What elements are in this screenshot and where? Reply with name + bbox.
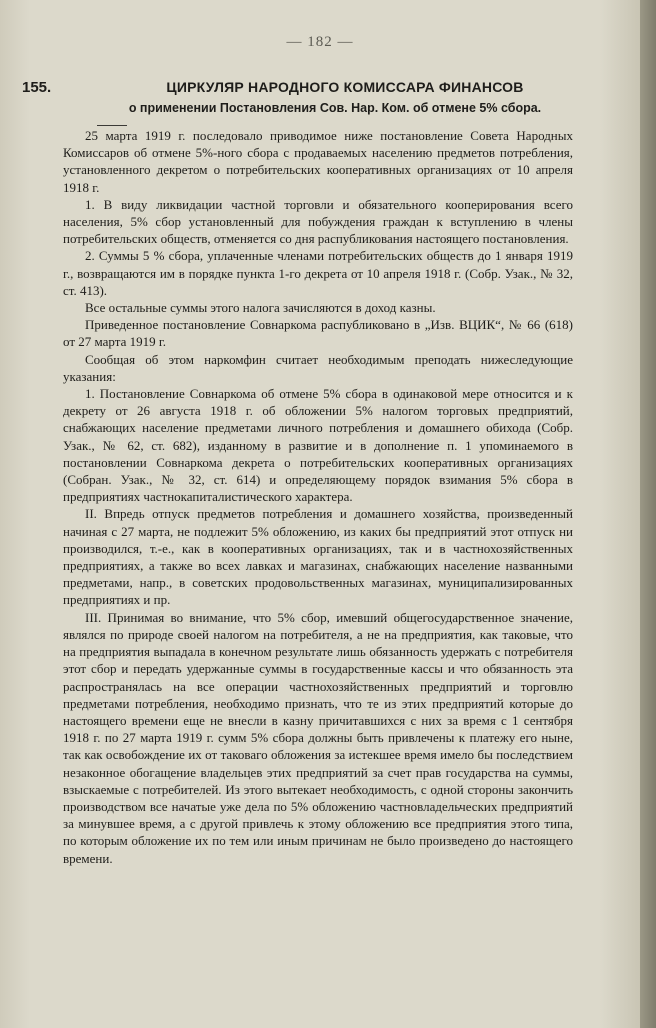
paragraph: III. Принимая во внимание, что 5% сбор, имевший общегосударственное значение, являлся по природе своей налогом на потребителя, а не на предприятия, как таковые, что на предприятия выпадала в конечном результате лишь обязанность удержать с потребителя этот сбор и передать удержанные суммы в государственные кассы и что обязанность эта распространялась на все операции частнохозяйственных предприятий и торговлю предметами потребления, необходимо признать, что те из этих предприятий которые до настоящего времени еще не внесли в казну причитавшихся с них за время с 1 сентября 1918 г. по 27 марта 1919 г. сумм 5% сбора должны быть привлечены к платежу его ныне, так как освобождение их от таковаго обложения за истекшее время имело бы последствием незаконное обогащение владельцев этих предприятий за счет прав государства на суммы, взыскаемые с потребителей. Из этого вытекает необходимость, с одной стороны закончить производством все начатые уже дела по 5% обложению частновладельческих предприятий за минувшее время, а с другой привлечь к этому обложению все предприятия этого типа, по которым обложение их по тем или иным причинам не было произведено до настоящего времени. — [63, 609, 573, 866]
document-body — [63, 127, 573, 867]
document-title: ЦИРКУЛЯР НАРОДНОГО КОМИССАРА ФИНАНСОВ — [166, 79, 524, 95]
document-number: 155. — [22, 79, 52, 96]
title-rule — [97, 125, 127, 126]
paragraph: 1. Постановление Совнаркома об отмене 5% сбора в одинаковой мере относится и к декрету от 26 августа 1918 г. об обложении 5% налогом торговых предприятий, снабжающих население предметами личного потребления и домашнего обихода (Собр. Узак., № 62, ст. 682), изданному в развитие и в дополнение п. 1 упоминаемого в постановлении Совнаркома декрета о потребительских кооперативных организациях (Собран. Узак., № 32, ст. 614) и определяющему порядок взимания 5% сбора в предприятиях частнокапиталистического характера. — [63, 386, 573, 505]
paragraph: Все остальные суммы этого налога зачисляются в доход казны. — [85, 300, 436, 316]
document-subtitle: о применении Постановления Сов. Нар. Ком. об отмене 5% сбора. — [128, 101, 542, 115]
page-number: — 182 — — [286, 34, 354, 50]
paragraph: 2. Суммы 5 % сбора, уплаченные членами потребительских обществ до 1 января 1919 г., возвращаются им в порядке пункта 1-го декрета от 10 апреля 1918 г. (Собр. Узак., № 32, ст. 413). — [63, 248, 573, 298]
paragraph: 1. В виду ликвидации частной торговли и обязательного кооперирования всего населения, 5% сбор установленный для побуждения граждан к вступлению в члены потребительских обществ, отменяется со дня распубликования настоящего постановления. — [63, 196, 573, 247]
page-edge — [640, 0, 656, 1028]
paragraph: 25 марта 1919 г. последовало приводимое ниже постановление Совета Народных Комиссаров об отмене 5%-ного сбора с продаваемых населению предметов потребления, установленного декретом о потребительских кооперативных организациях от 10 апреля 1918 г. — [63, 128, 573, 195]
paragraph: Приведенное постановление Совнаркома распубликовано в „Изв. ВЦИК“, № 66 (618) от 27 марта 1919 г. — [63, 317, 573, 350]
paragraph: II. Впредь отпуск предметов потребления и домашнего хозяйства, произведенный начиная с 27 марта, не подлежит 5% обложению, из каких бы предприятий этот отпуск ни производился, т.-е., как в кооперативных организациях, так и в частнохозяйственных предприятиях, а также во всех лавках и магазинах, снабжающих население названными предметами, напр., в советских продовольственных магазинах, муниципализированных предприятиях и пр. — [63, 506, 573, 608]
paragraph: Сообщая об этом наркомфин считает необходимым преподать нижеследующие указания: — [63, 351, 573, 384]
